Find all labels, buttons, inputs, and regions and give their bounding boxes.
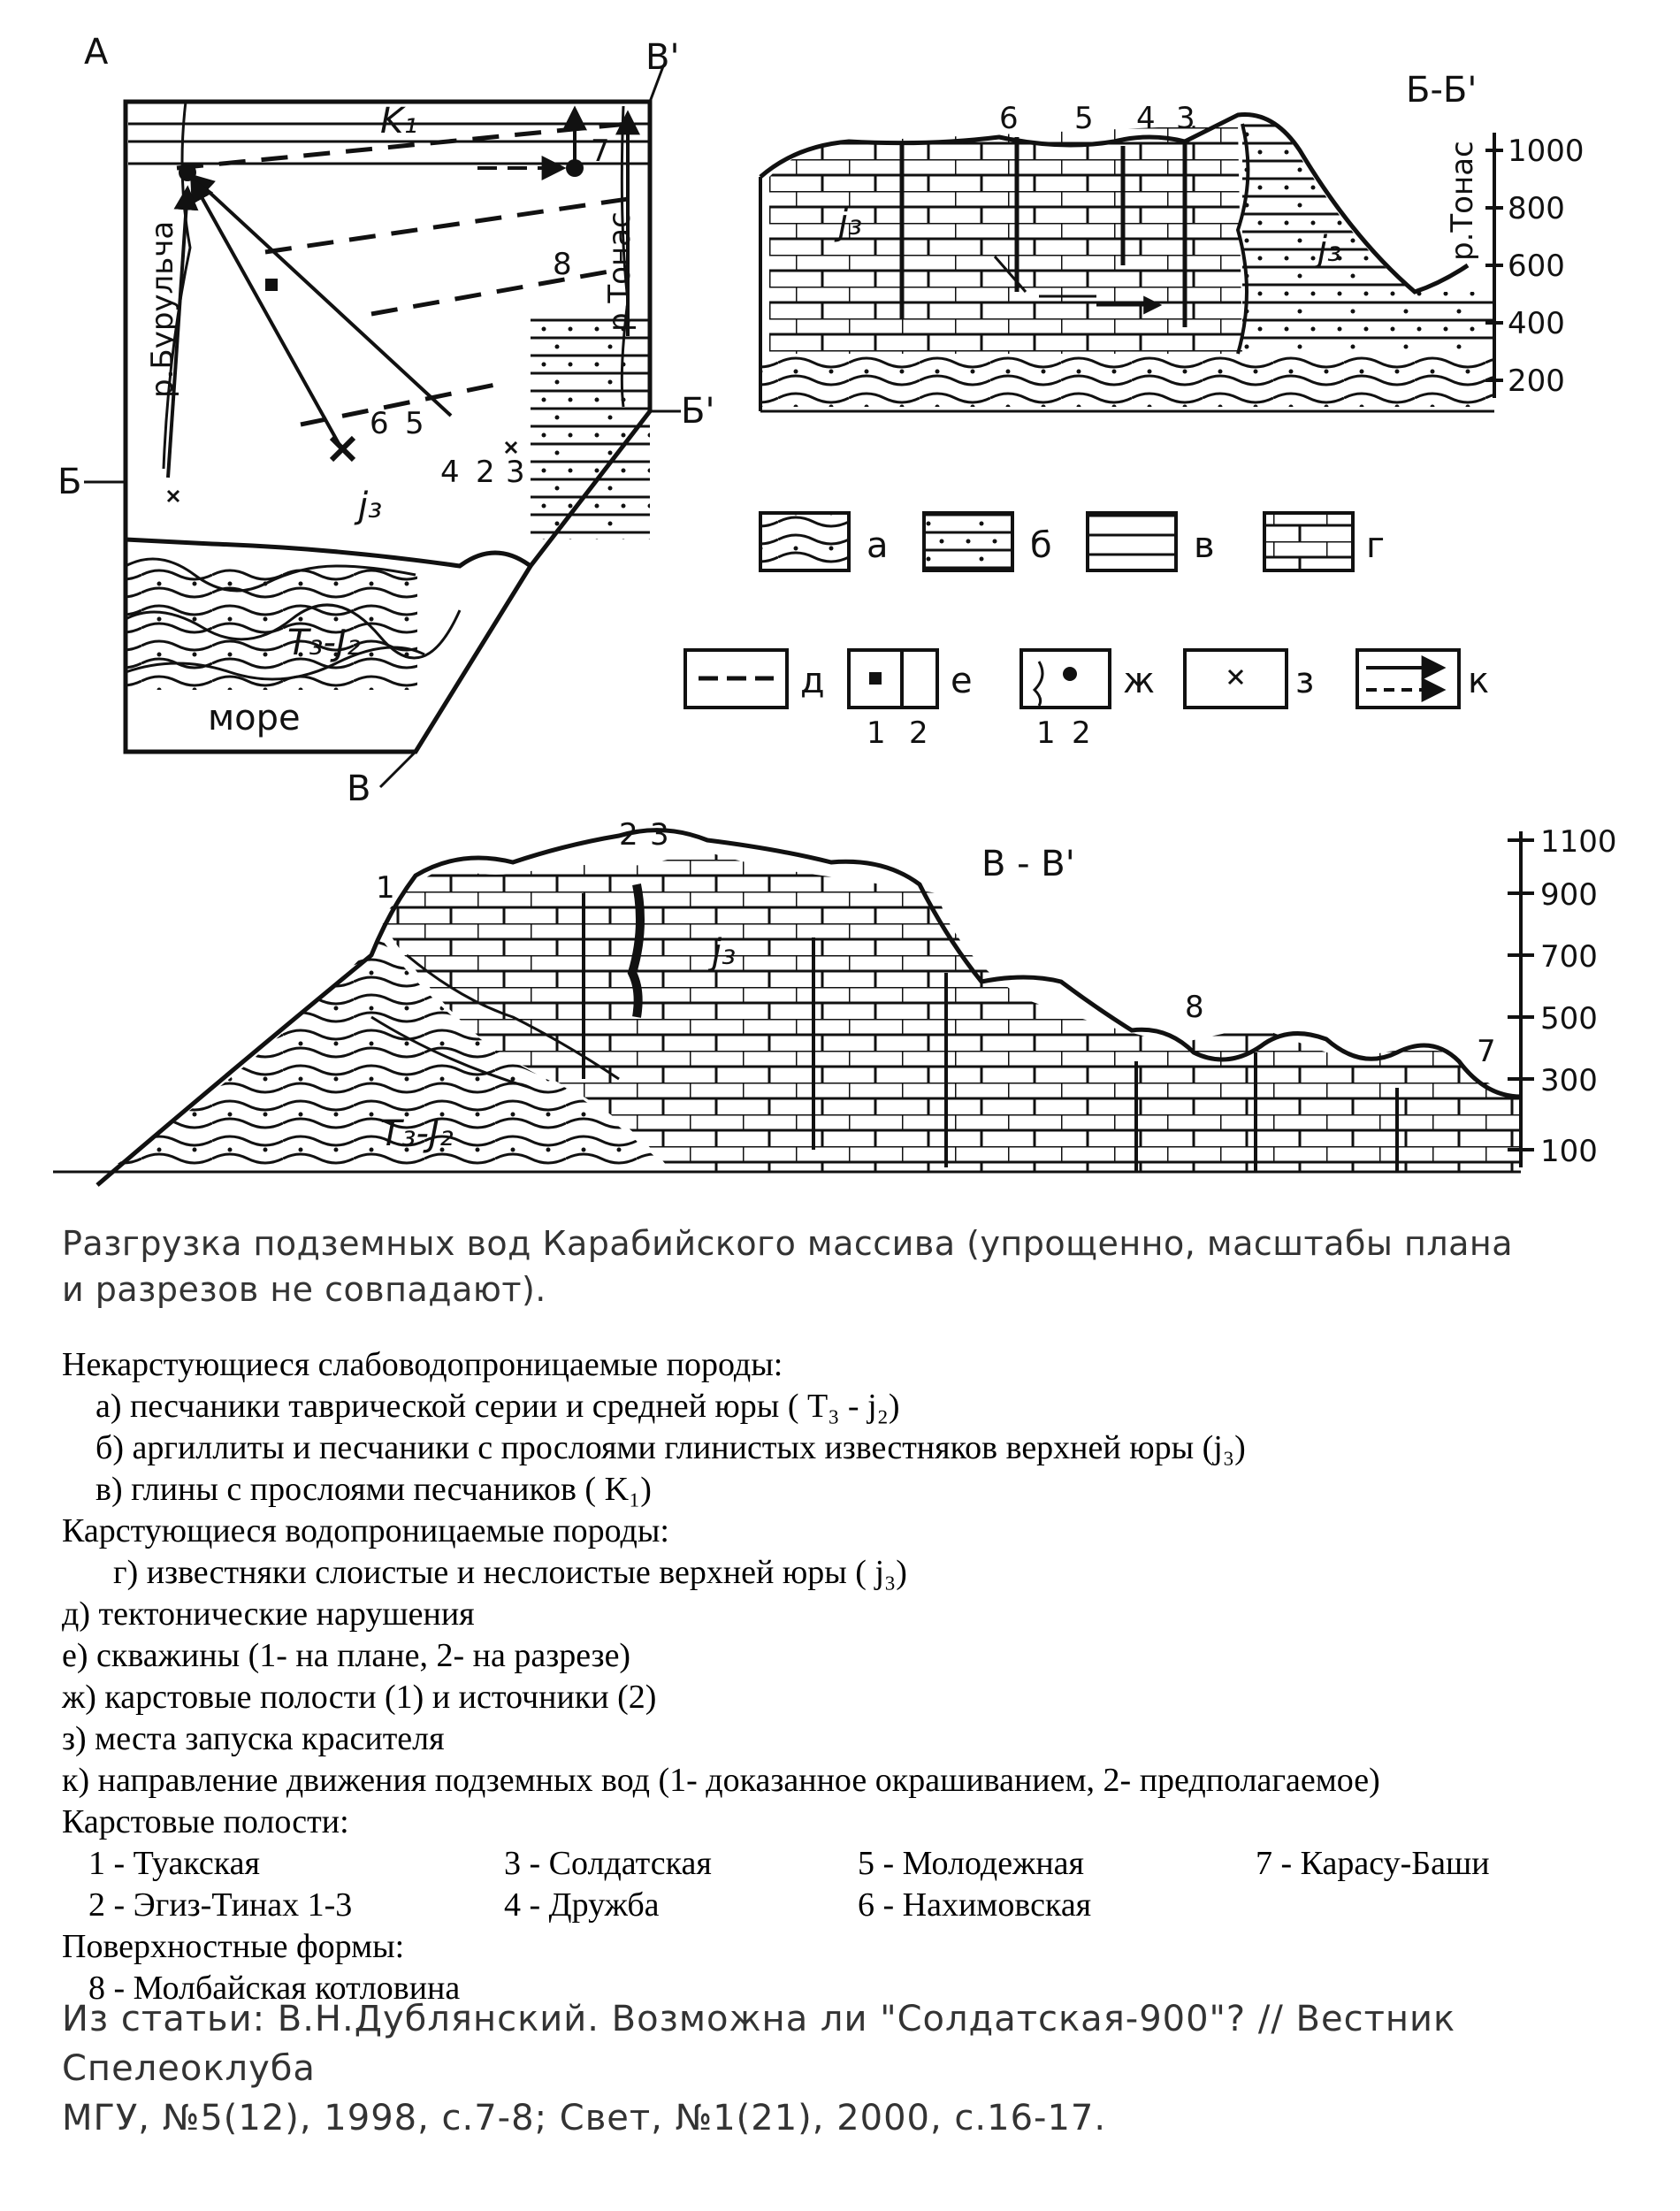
- map-num-2: 2: [476, 455, 495, 490]
- legend-item-g: г) известняки слоистые и неслоистые верхней юры ( j₃): [113, 1554, 907, 1591]
- legend-letter-b: б: [1030, 525, 1052, 566]
- cave-item: [1256, 1885, 1627, 1926]
- section-bb-title: Б-Б': [1406, 70, 1478, 111]
- map-unit-t3j2: T₃-J₂: [287, 623, 361, 663]
- map-river-left: р.Бурульча: [145, 220, 180, 398]
- legend-item-b: б) аргиллиты и песчаники с прослоями глинистых известняков верхней юры (j₃): [95, 1429, 1246, 1466]
- map-unit-k1: K₁: [380, 101, 418, 142]
- legend-e-sub-2: 2: [909, 715, 928, 751]
- map-panel-label: А: [84, 32, 109, 73]
- legend-item-zh: ж) карстовые полости (1) и источники (2): [62, 1679, 657, 1716]
- section-vv-tick-700: 700: [1540, 939, 1598, 975]
- cave-item: 1 - Туакская: [88, 1845, 260, 1882]
- map-borehole-icon: [265, 279, 278, 291]
- map-num-4: 4: [440, 455, 460, 490]
- section-bb-num-4: 4: [1136, 101, 1156, 136]
- legend-item-z: з) места запуска красителя: [62, 1720, 445, 1757]
- section-bb-tick-600: 600: [1508, 249, 1565, 284]
- cave-item: 3 - Солдатская: [504, 1845, 712, 1882]
- legend-letter-zh: ж: [1123, 661, 1156, 701]
- section-bb-unit-right: j₃: [1317, 229, 1342, 270]
- map-num-6: 6: [370, 406, 389, 441]
- source-line-1: Из статьи: В.Н.Дублянский. Возможна ли "Солдатская-900"? // Вестник Спелеоклуба: [62, 1999, 1456, 2089]
- section-bb-num-5: 5: [1074, 101, 1094, 136]
- map-sea-label: море: [208, 698, 301, 738]
- section-vv-num-1: 1: [376, 870, 395, 906]
- cave-item: 7 - Карасу-Баши: [1256, 1845, 1490, 1882]
- legend-borehole-icon: [869, 672, 882, 685]
- figure-caption: [62, 1220, 1565, 1312]
- legend-letter-a: а: [867, 525, 889, 566]
- section-bb-tick-1000: 1000: [1508, 134, 1585, 169]
- section-bb-tick-400: 400: [1508, 306, 1565, 341]
- legend-heading-surface: Поверхностные формы:: [62, 1928, 405, 1965]
- section-vv-title: В - В': [981, 844, 1075, 884]
- cave-item: 6 - Нахимовская: [858, 1886, 1092, 1924]
- map-num-8: 8: [553, 247, 572, 282]
- legend-zh-sub-2: 2: [1072, 715, 1091, 751]
- map-num-7: 7: [591, 134, 610, 169]
- caption-line-1: Разгрузка подземных вод Карабийского массива (упрощенно, масштабы плана: [62, 1224, 1514, 1263]
- legend-item-a: а) песчаники таврической серии и средней юры ( T₃ - j₂): [95, 1388, 900, 1425]
- legend-e-sub-1: 1: [867, 715, 886, 751]
- source-reference: [62, 1994, 1636, 2143]
- map-num-5: 5: [405, 406, 424, 441]
- legend-letter-z: з: [1295, 661, 1315, 701]
- legend-zh-sub-1: 1: [1036, 715, 1056, 751]
- legend-item-8: 8 - Молбайская котловина: [88, 1970, 461, 2007]
- legend-item-d: д) тектонические нарушения: [62, 1595, 475, 1633]
- legend-swatch-a: [762, 515, 847, 569]
- section-vv-num-2: 2: [619, 817, 638, 853]
- section-vv-tick-300: 300: [1540, 1063, 1598, 1098]
- section-bb-unit-left: j₃: [838, 203, 863, 243]
- legend-swatch-b: [926, 515, 1011, 569]
- map-label-V-bottom: В: [347, 769, 371, 809]
- legend-letter-e: е: [951, 661, 973, 701]
- section-bb-tick-200: 200: [1508, 363, 1565, 399]
- section-vv-unit-t3j2: T₃-J₂: [380, 1113, 454, 1154]
- legend-spring-icon: [1063, 667, 1077, 681]
- map-label-B-left: Б: [57, 462, 82, 502]
- section-vv-tick-500: 500: [1540, 1001, 1598, 1037]
- map-label-V-top: В': [645, 37, 680, 78]
- cave-list: [62, 1843, 1653, 1926]
- legend-letter-g: г: [1366, 525, 1386, 566]
- section-vv-tick-100: 100: [1540, 1134, 1598, 1169]
- legend-letter-k: к: [1468, 661, 1490, 701]
- section-vv-num-8: 8: [1185, 990, 1204, 1025]
- map-j3-shale-area: [531, 318, 650, 539]
- section-vv-unit-j3: j₃: [712, 932, 737, 973]
- legend-text: [62, 1344, 1653, 2009]
- map-unit-j3: j₃: [358, 486, 383, 526]
- legend-item-e: е) скважины (1- на плане, 2- на разрезе): [62, 1637, 631, 1674]
- cave-item: 4 - Дружба: [504, 1886, 660, 1924]
- cave-item: 5 - Молодежная: [858, 1845, 1084, 1882]
- map-dye-injection-icon: [332, 438, 354, 460]
- section-vv-tick-1100: 1100: [1540, 824, 1617, 860]
- section-bb-tick-800: 800: [1508, 191, 1565, 226]
- legend-item-k: к) направление движения подземных вод (1- доказанное окрашиванием, 2- предполагаемое): [62, 1762, 1380, 1799]
- legend-dye-icon: [1229, 670, 1242, 684]
- section-bb-river: р.Тонас: [1445, 141, 1480, 261]
- section-vv: [53, 830, 1534, 1185]
- section-bb-num-3: 3: [1176, 101, 1195, 136]
- section-bb-sandstone: [760, 354, 1494, 407]
- section-vv-num-3: 3: [650, 817, 669, 853]
- cave-item: 2 - Эгиз-Тинах 1-3: [88, 1886, 353, 1924]
- caption-line-2: и разрезов не совпадают).: [62, 1270, 546, 1309]
- map-label-B-right: Б': [681, 391, 715, 432]
- section-bb: [760, 115, 1503, 412]
- legend-heading-caves: Карстовые полости:: [62, 1803, 349, 1840]
- section-bb-num-6: 6: [999, 101, 1019, 136]
- map-river-right: р.Тонас: [602, 211, 638, 332]
- legend-letter-d: д: [800, 661, 825, 701]
- map-num-3: 3: [506, 455, 525, 490]
- section-vv-num-7: 7: [1477, 1034, 1496, 1069]
- legend-heading-karst: Карстующиеся водопроницаемые породы:: [62, 1512, 669, 1549]
- legend-letter-v: в: [1194, 525, 1215, 566]
- legend-swatch-g: [1266, 515, 1351, 569]
- section-vv-tick-900: 900: [1540, 877, 1598, 913]
- source-line-2: МГУ, №5(12), 1998, с.7-8; Свет, №1(21), 2000, с.16-17.: [62, 2098, 1107, 2138]
- legend-item-v: в) глины с прослоями песчаников ( K₁): [95, 1471, 652, 1508]
- legend-swatch-v: [1089, 515, 1174, 569]
- legend-heading-nonkarst: Некарстующиеся слабоводопроницаемые породы:: [62, 1346, 783, 1383]
